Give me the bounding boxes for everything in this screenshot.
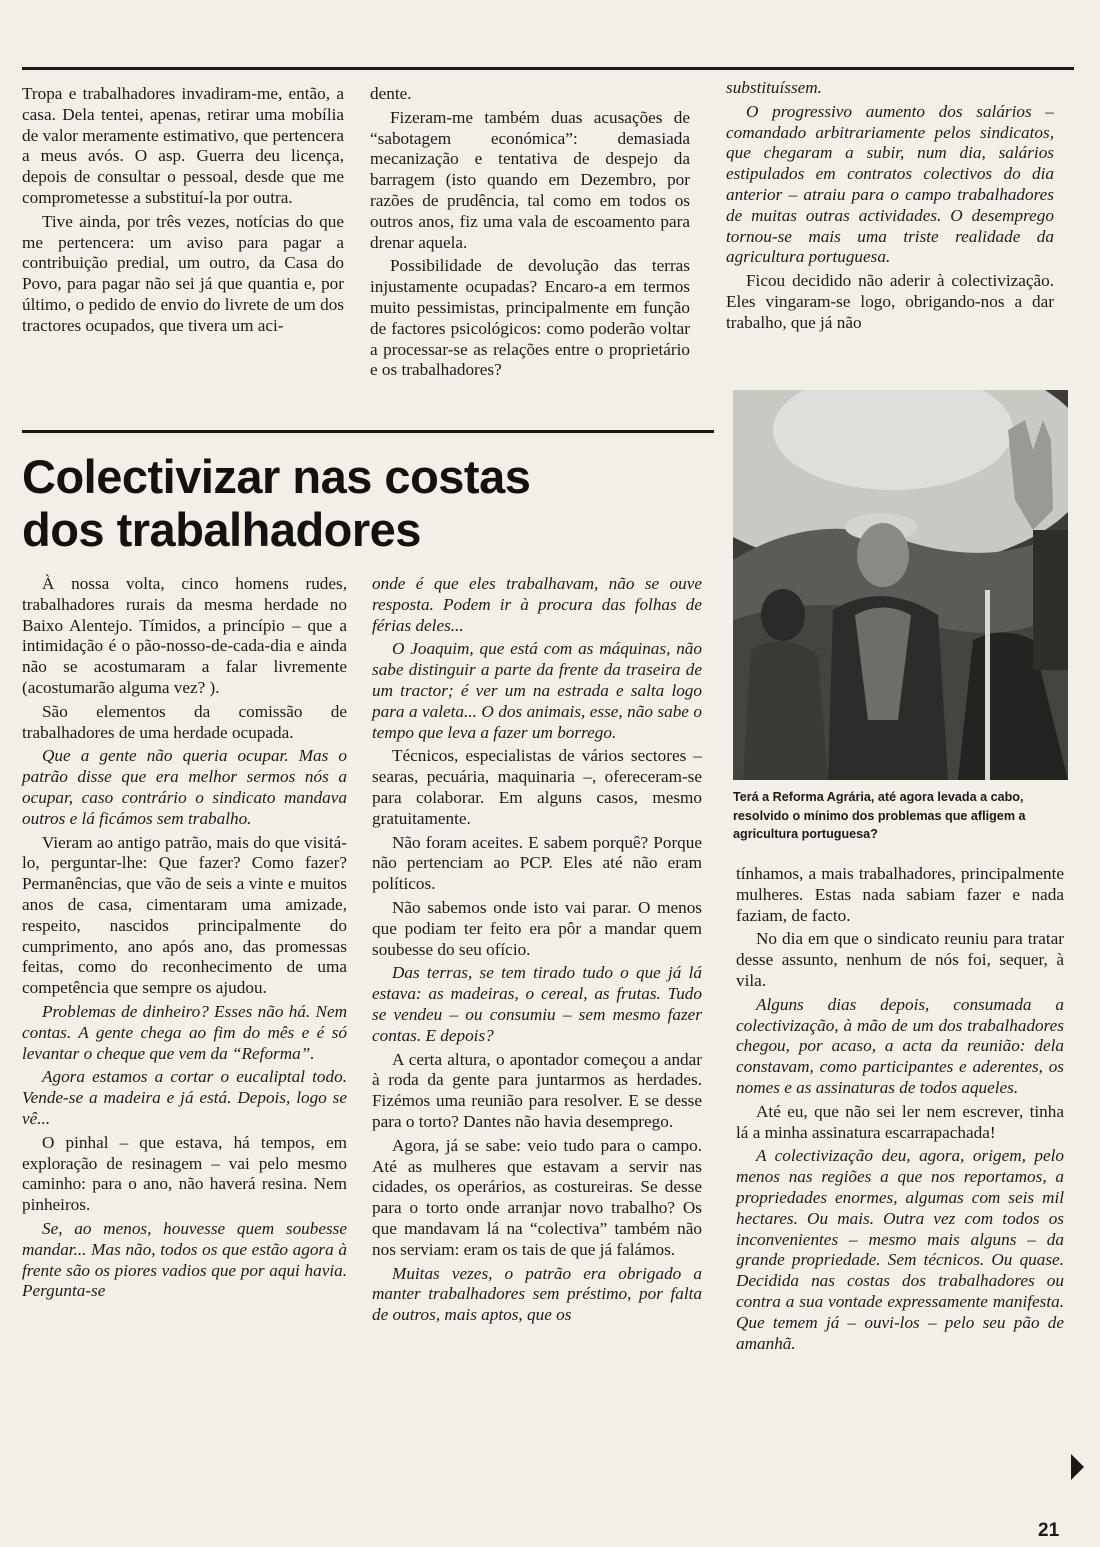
article-title bbox=[22, 450, 702, 556]
paragraph: Não foram aceites. E sabem porquê? Porque não pertenciam ao PCP. Eles até não eram políticos. bbox=[372, 832, 702, 894]
paragraph: O Joaquim, que está com as máquinas, não sabe distinguir a parte da frente da traseira de um tractor; é ver um na estrada e salta logo para a valeta... O dos animais, esse, não sabe o tempo que leva a fazer um borrego. bbox=[372, 639, 702, 742]
paragraph: São elementos da comissão de trabalhadores de uma herdade ocupada. bbox=[22, 701, 347, 742]
paragraph: No dia em que o sindicato reuniu para tratar desse assunto, nenhum de nós foi, sequer, à vila. bbox=[736, 929, 1064, 990]
paragraph: O pinhal – que estava, há tempos, em exploração de resinagem – vai pelo mesmo caminho: para o ano, não haverá resina. Nem pinheiros. bbox=[22, 1132, 347, 1215]
paragraph: Ficou decidido não aderir à colectivização. Eles vingaram-se logo, obrigando-nos a dar trabalho, que já não bbox=[726, 271, 1054, 332]
continue-arrow-icon bbox=[1071, 1454, 1084, 1480]
paragraph: Agora estamos a cortar o eucaliptal todo. Vende-se a madeira e já está. Depois, logo se vê... bbox=[22, 1067, 347, 1128]
paragraph: Não sabemos onde isto vai parar. O menos que podiam ter feito era pôr a mandar quem soubesse do seu ofício. bbox=[372, 897, 702, 959]
top-rule bbox=[22, 67, 1074, 70]
paragraph: Se, ao menos, houvesse quem soubesse mandar... Mas não, todos os que estão agora à frente são os piores vadios que por aqui havia. Pergunta-se bbox=[22, 1218, 347, 1301]
page-number: 21 bbox=[1038, 1520, 1060, 1541]
paragraph: Até eu, que não sei ler nem escrever, tinha lá a minha assinatura escarrapachada! bbox=[736, 1101, 1064, 1142]
title-line: Colectivizar nas costas bbox=[22, 450, 531, 503]
top-column-1 bbox=[22, 84, 344, 337]
title-line: dos trabalhadores bbox=[22, 503, 421, 556]
paragraph: À nossa volta, cinco homens rudes, trabalhadores rurais da mesma herdade no Baixo Alentejo. Tímidos, a princípio – que a intimidação é o pão-nosso-de-cada-dia e ainda não se acostumaram a falar livremente (acostumarão alguma vez? ). bbox=[22, 574, 347, 697]
paragraph: onde é que eles trabalhavam, não se ouve resposta. Podem ir à procura das folhas de férias deles... bbox=[372, 574, 702, 635]
main-column-3 bbox=[736, 864, 1064, 1354]
paragraph: Técnicos, especialistas de vários sectores – searas, pecuária, maquinaria –, ofereceram-se para colaborar. Em alguns casos, mesmo gratuitamente. bbox=[372, 746, 702, 828]
paragraph: substituíssem. bbox=[726, 78, 822, 97]
paragraph: Vieram ao antigo patrão, mais do que visitá-lo, perguntar-lhe: Que fazer? Como fazer? Permanências, que vão de seis a vinte e muitos anos de casa, cimentaram uma amizade, respeito, nascidos principalmente do cumprimento, ano após ano, das promessas feitas, como do reconhecimento de uma competência que sempre os ajudou. bbox=[22, 832, 347, 998]
paragraph: dente. bbox=[370, 84, 412, 103]
paragraph: Problemas de dinheiro? Esses não há. Nem contas. A gente chega ao fim do mês e é só levantar o cheque que vem da “Reforma”. bbox=[22, 1001, 347, 1063]
paragraph: Agora, já se sabe: veio tudo para o campo. Até as mulheres que estavam a servir nas cidades, os operários, as costureiras. Se desse para o torto onde arranjar novo trabalho? Os que mandavam lá na “colectiva” também não nos serviam: eram os tais de que já falámos. bbox=[372, 1135, 702, 1259]
paragraph: Tropa e trabalhadores invadiram-me, então, a casa. Dela tentei, apenas, retirar uma mobília de valor meramente estimativo, que pertencera a meus avós. O asp. Guerra deu licença, depois de consultar o pessoal, desde que me comprometesse a substituí-la por outra. bbox=[22, 84, 344, 207]
top-column-3 bbox=[726, 78, 1054, 334]
paragraph: Das terras, se tem tirado tudo o que já lá estava: as madeiras, o cereal, as frutas. Tudo se vendeu – ou consumiu – sem mesmo fazer contas. E depois? bbox=[372, 963, 702, 1045]
photo-caption: Terá a Reforma Agrária, até agora levada a cabo, resolvido o mínimo dos problemas que afligem a agricultura portuguesa? bbox=[733, 790, 1026, 841]
main-column-2 bbox=[372, 574, 702, 1326]
section-rule bbox=[22, 430, 714, 433]
paragraph: A certa altura, o apontador começou a andar à roda da gente para juntarmos as herdades. Fizémos uma reunião para resolver. E se desse para o torto? Dantes não havia desemprego. bbox=[372, 1049, 702, 1131]
paragraph: O progressivo aumento dos salários – comandado arbitrariamente pelos sindicatos, que chegaram a subir, num dia, salários estipulados em contratos colectivos do dia anterior – atraiu para o campo trabalhadores de muitas outras actividades. O desemprego tornou-se mais uma triste realidade da agricultura portuguesa. bbox=[726, 101, 1054, 267]
paragraph: Fizeram-me também duas acusações de “sabotagem económica”: demasiada mecanização e tentativa de despejo da barragem (isto quando em Dezembro, por razões de prudência, tal como em todos os outros anos, fiz uma vala de escoamento para drenar aquela. bbox=[370, 107, 690, 252]
photo-farm-workers bbox=[733, 390, 1068, 780]
paragraph: Tive ainda, por três vezes, notícias do que me pertencera: um aviso para pagar a contribuição predial, um outro, da Casa do Povo, para pagar não sei já que quantia e, por último, o pedido de envio do livrete de um dos tractores ocupados, que tivera um aci- bbox=[22, 211, 344, 335]
paragraph: Que a gente não queria ocupar. Mas o patrão disse que era melhor sermos nós a ocupar, caso contrário o sindicato mandava outros e lá ficámos sem trabalho. bbox=[22, 746, 347, 828]
photo-illustration bbox=[733, 390, 1068, 780]
paragraph: A colectivização deu, agora, origem, pelo menos nas regiões a que nos reportamos, a propriedades enormes, algumas com seis mil hectares. Ou mais. Outra vez com todos os inconvenientes – mesmo mais alguns – da grande propriedade. Sem técnicos. Ou quase. Decidida nas costas dos trabalhadores ou contra a sua vontade expressamente manifesta. Que temem já – ouvi-los – pelo seu pão de amanhã. bbox=[736, 1146, 1064, 1353]
top-column-2 bbox=[370, 84, 690, 381]
paragraph: Alguns dias depois, consumada a colectivização, à mão de um dos trabalhadores chegou, por acaso, a acta da reunião: dela constavam, como participantes e aderentes, os nomes e as assinaturas de todos aqueles. bbox=[736, 994, 1064, 1097]
main-column-1 bbox=[22, 574, 347, 1302]
paragraph: Muitas vezes, o patrão era obrigado a manter trabalhadores sem préstimo, por falta de outros, mais aptos, que os bbox=[372, 1263, 702, 1325]
paragraph: Possibilidade de devolução das terras injustamente ocupadas? Encaro-a em termos muito pessimistas, principalmente em função de factores psicológicos: como poderão voltar a processar-se as relações entre o proprietário e os trabalhadores? bbox=[370, 256, 690, 380]
paragraph: tínhamos, a mais trabalhadores, principalmente mulheres. Estas nada sabiam fazer e nada faziam, de facto. bbox=[736, 864, 1064, 925]
